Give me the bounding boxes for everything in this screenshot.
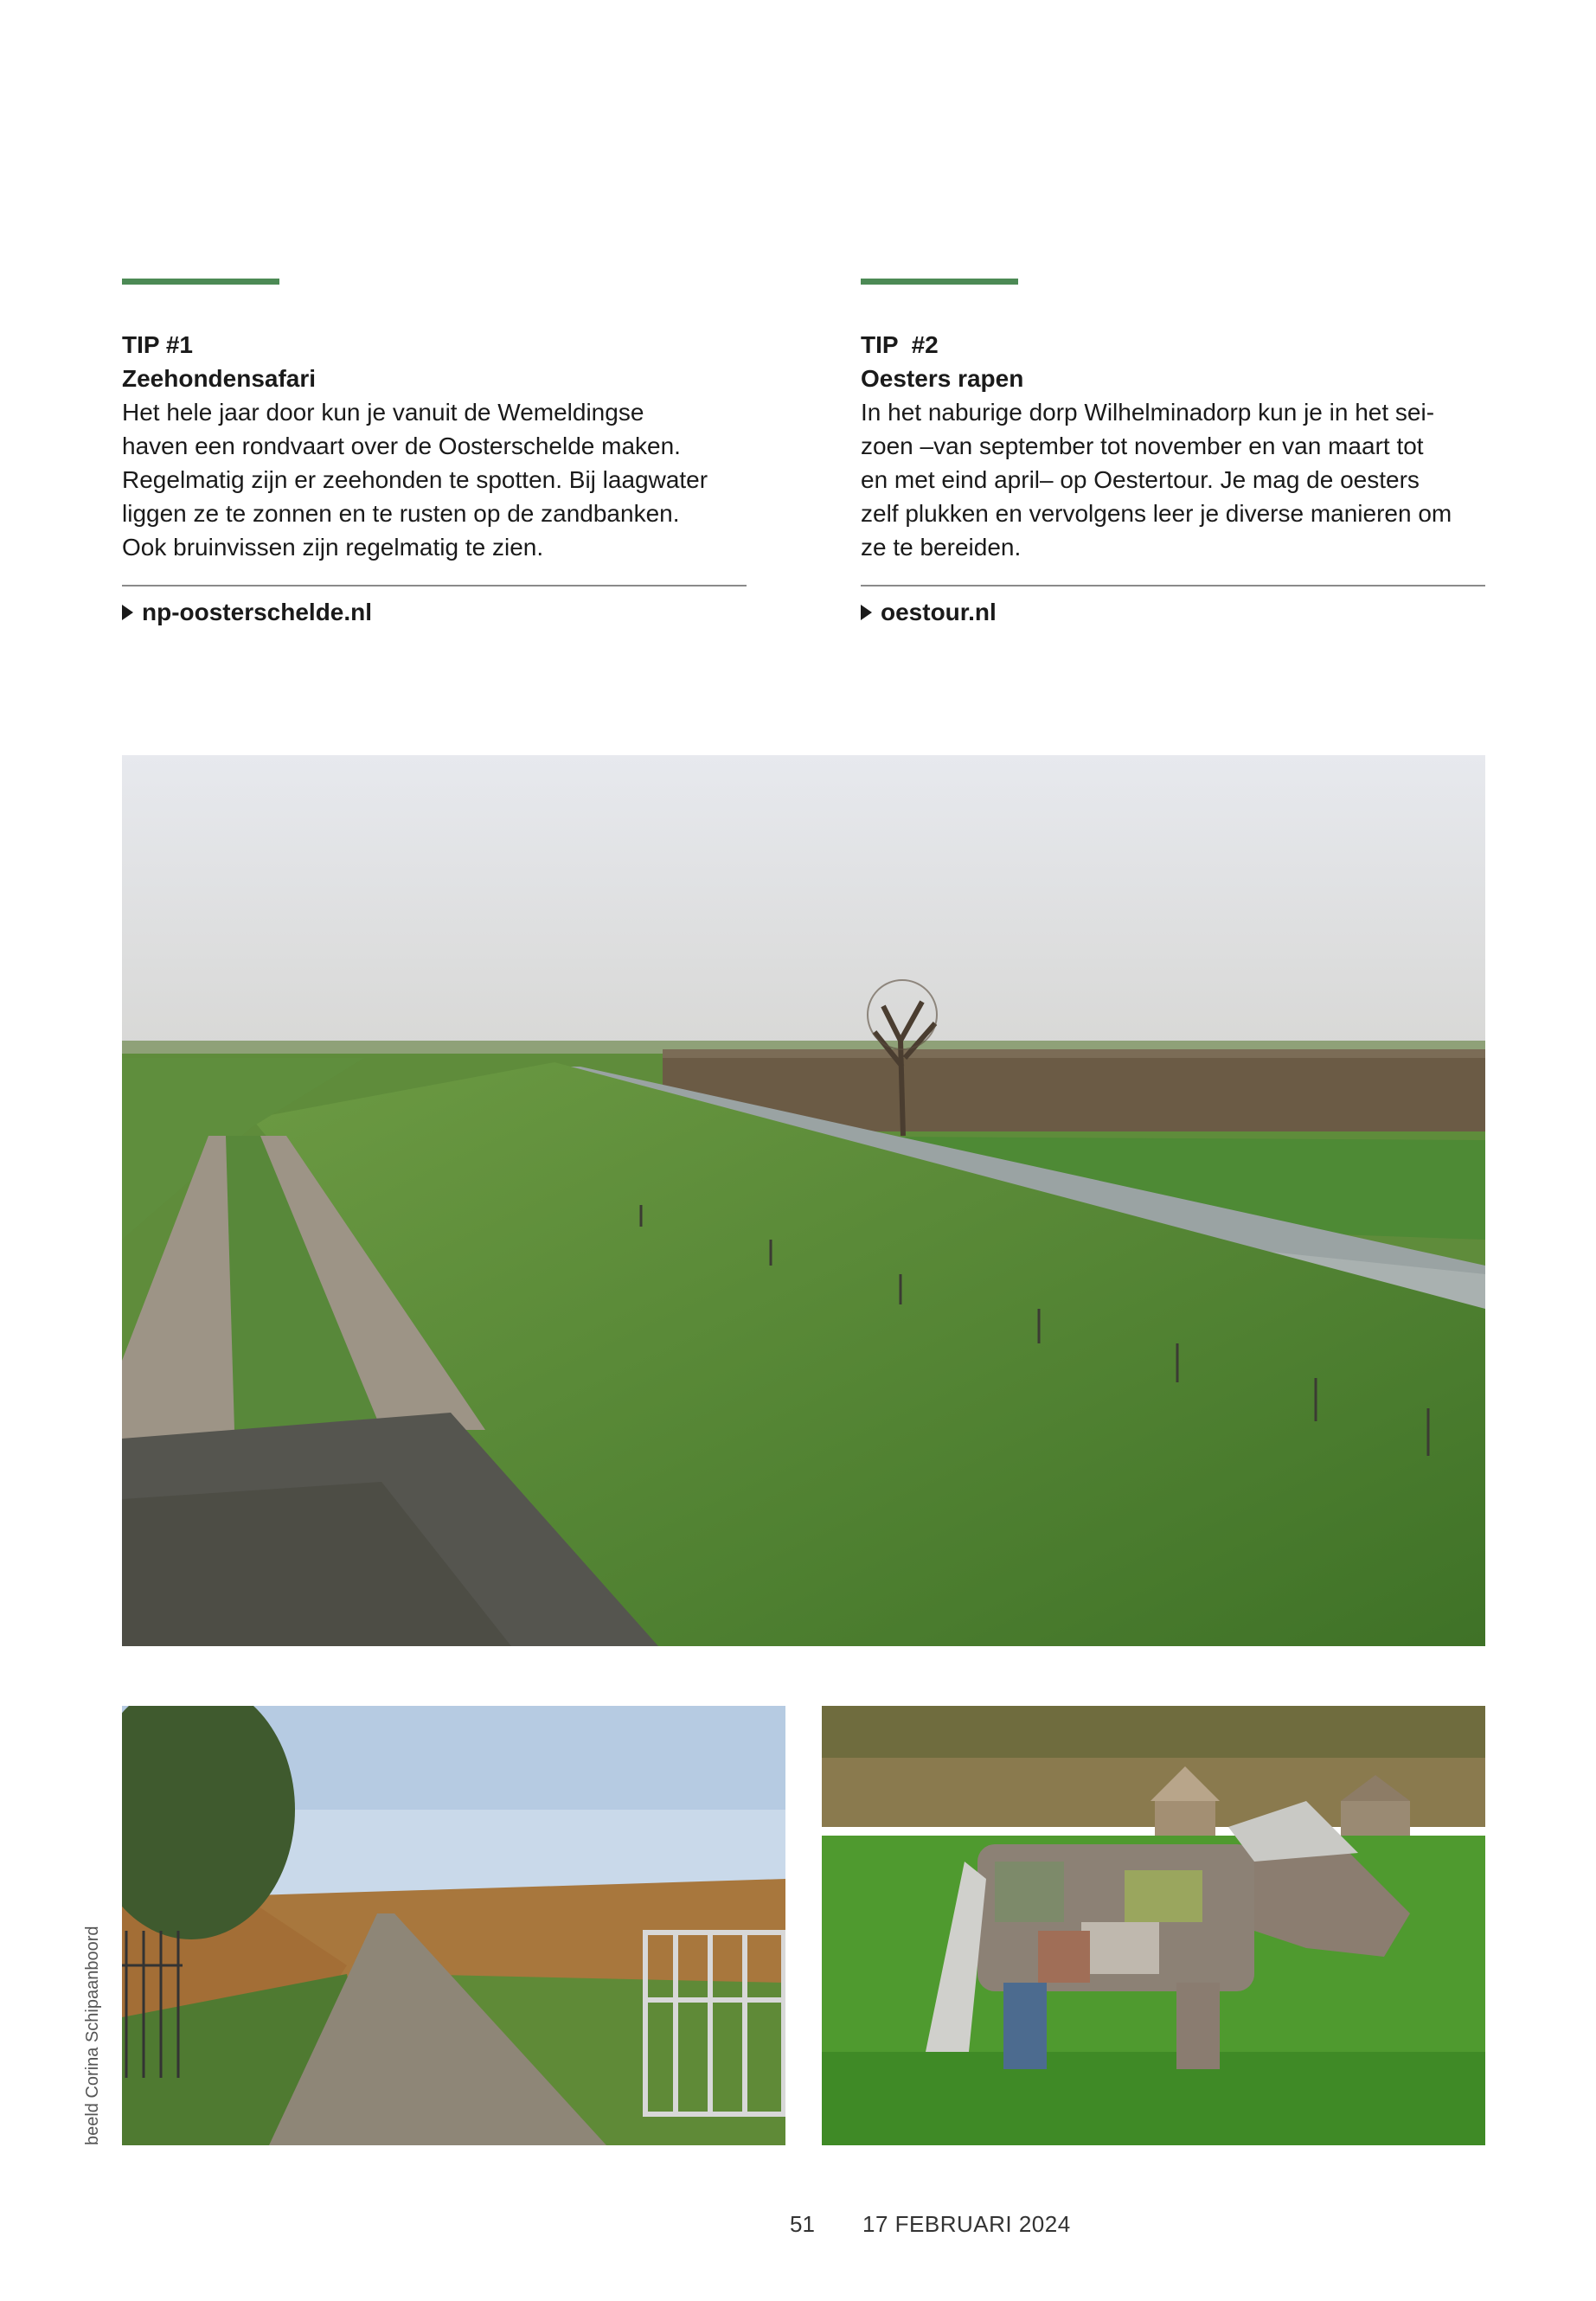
tip-link[interactable] [861,595,1485,629]
tip-title: Oesters rapen [861,365,1024,392]
tip-number: TIP #2 [861,331,939,358]
tip-body [861,395,1485,564]
tip-number: TIP #1 [122,331,193,358]
tip-title: Zeehondensafari [122,365,317,392]
tip-body [122,395,747,564]
tip-line: zelf plukken en vervolgens leer je diverse manieren om [861,500,1452,527]
tip-link-label: np-oosterschelde.nl [142,599,373,625]
tip-line: haven een rondvaart over de Oosterschelde maken. [122,433,681,459]
accent-bar [861,279,1018,285]
dike-canal-photo [122,755,1485,1646]
tip-link[interactable] [122,595,747,629]
tip-line: Het hele jaar door kun je vanuit de Wemeldingse [122,399,644,426]
page-number: 51 [790,2211,815,2237]
orchard-lane-photo [122,1706,785,2145]
triangle-right-icon [861,605,872,620]
triangle-right-icon [122,605,133,620]
tip-line: en met eind april– op Oestertour. Je mag de oesters [861,466,1420,493]
tip-2 [861,279,1485,629]
tip-link-label: oestour.nl [881,599,997,625]
tip-line: Regelmatig zijn er zeehonden te spotten. Bij laagwater [122,466,708,493]
photo-credit: beeld Corina Schipaanboord [83,1926,102,2145]
tip-line: ze te bereiden. [861,534,1022,561]
divider [122,585,747,586]
issue-date: 17 FEBRUARI 2024 [862,2211,1071,2237]
tip-line: In het naburige dorp Wilhelminadorp kun je in het sei- [861,399,1435,426]
tip-1 [122,279,747,629]
knitted-sculpture-photo [822,1706,1485,2145]
tip-line: Ook bruinvissen zijn regelmatig te zien. [122,534,544,561]
tip-line: liggen ze te zonnen en te rusten op de zandbanken. [122,500,680,527]
tip-line: zoen –van september tot november en van maart tot [861,433,1424,459]
accent-bar [122,279,279,285]
divider [861,585,1485,586]
